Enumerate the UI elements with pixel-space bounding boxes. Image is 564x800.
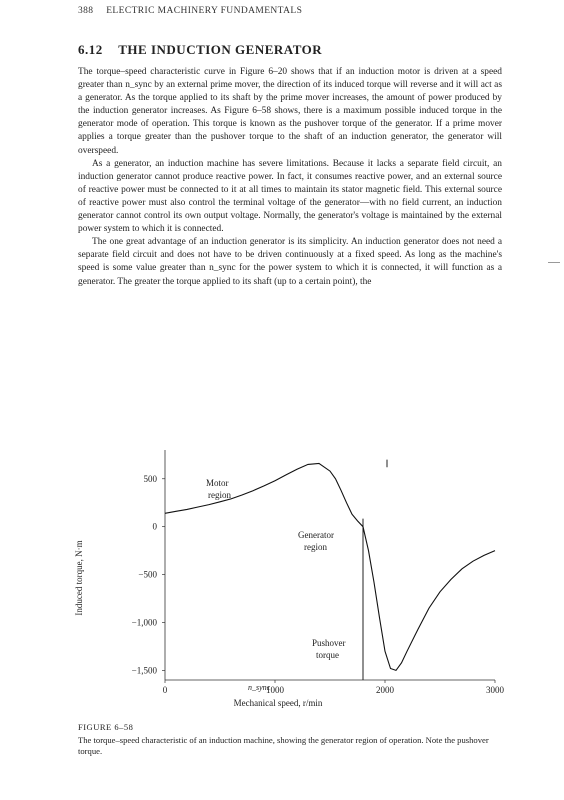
x-tick-label: 1000	[266, 685, 284, 695]
running-head	[78, 6, 302, 16]
body-text	[78, 66, 502, 289]
paragraph: The torque–speed characteristic curve in Figure 6–20 shows that if an induction motor is driven at a speed greater than n_sync by an external prime mover, the direction of its induced torque will reverse and it will act as a generator. As the torque applied to its shaft by the prime mover increases, the amount of power produced by the induction generator increases. As Figure 6–58 shows, there is a maximum possible induced torque in the generator mode of operation. This torque is known as the pushover torque of the generator. If a prime mover applies a torque greater than the pushover torque to the shaft of an induction generator, the generator will overspeed.	[78, 67, 502, 156]
x-tick-label: 3000	[486, 685, 504, 695]
motor-region-label: Motor	[206, 478, 229, 488]
paragraph: As a generator, an induction machine has severe limitations. Because it lacks a separate field circuit, an induction generator cannot produce reactive power. In fact, it consumes reactive power, and an external source of reactive power must be connected to it at all times to maintain its stator magnetic field. This external source of reactive power must also control the terminal voltage of the generator—with no field current, an induction generator cannot control its own output voltage. Normally, the generator's voltage is maintained by the external power system to which it is connected.	[78, 158, 502, 235]
page-number: 388	[78, 6, 94, 16]
x-tick-label: 0	[162, 685, 168, 695]
x-axis-title: Mechanical speed, r/min	[233, 698, 323, 708]
generator-region-label: Generator	[298, 530, 334, 540]
y-tick-label: −1,500	[131, 665, 157, 676]
figure-caption	[78, 722, 508, 757]
paragraph: The one great advantage of an induction generator is its simplicity. An induction generator does not need a separate field circuit and does not have to be driven continuously at a fixed speed. As long as the machine's speed is some value greater than n_sync for the power system to which it is connected, it will function as a generator. The greater the torque applied to its shaft (up to a certain point), the	[78, 237, 502, 287]
section-heading	[78, 42, 322, 58]
caption-text: The torque–speed characteristic of an induction machine, showing the generator region of operation. Note the pushover torque.	[78, 735, 489, 756]
pushover-torque-label: torque	[316, 650, 339, 660]
nsync-markers	[363, 460, 387, 680]
generator-region-label: region	[304, 542, 327, 552]
y-tick-label: 500	[143, 473, 157, 484]
y-axis-title: Induced torque, N·m	[74, 540, 84, 616]
y-tick-label: 0	[152, 521, 157, 532]
tick-labels	[132, 474, 505, 695]
section-title: THE INDUCTION GENERATOR	[118, 42, 323, 57]
pushover-torque-label: Pushover	[312, 638, 346, 648]
motor-region-label: region	[208, 490, 231, 500]
torque-speed-chart	[70, 438, 510, 718]
annotations	[74, 478, 346, 708]
y-tick-label: −500	[138, 569, 157, 580]
nsync-label: n_sync	[248, 683, 271, 692]
x-tick-label: 2000	[376, 685, 394, 695]
y-tick-label: −1,000	[131, 617, 157, 628]
figure-label: FIGURE 6–58	[78, 722, 134, 732]
section-number: 6.12	[78, 42, 103, 57]
scan-artifact	[548, 262, 560, 263]
running-title: ELECTRIC MACHINERY FUNDAMENTALS	[106, 6, 303, 16]
figure-6-58	[70, 438, 510, 718]
